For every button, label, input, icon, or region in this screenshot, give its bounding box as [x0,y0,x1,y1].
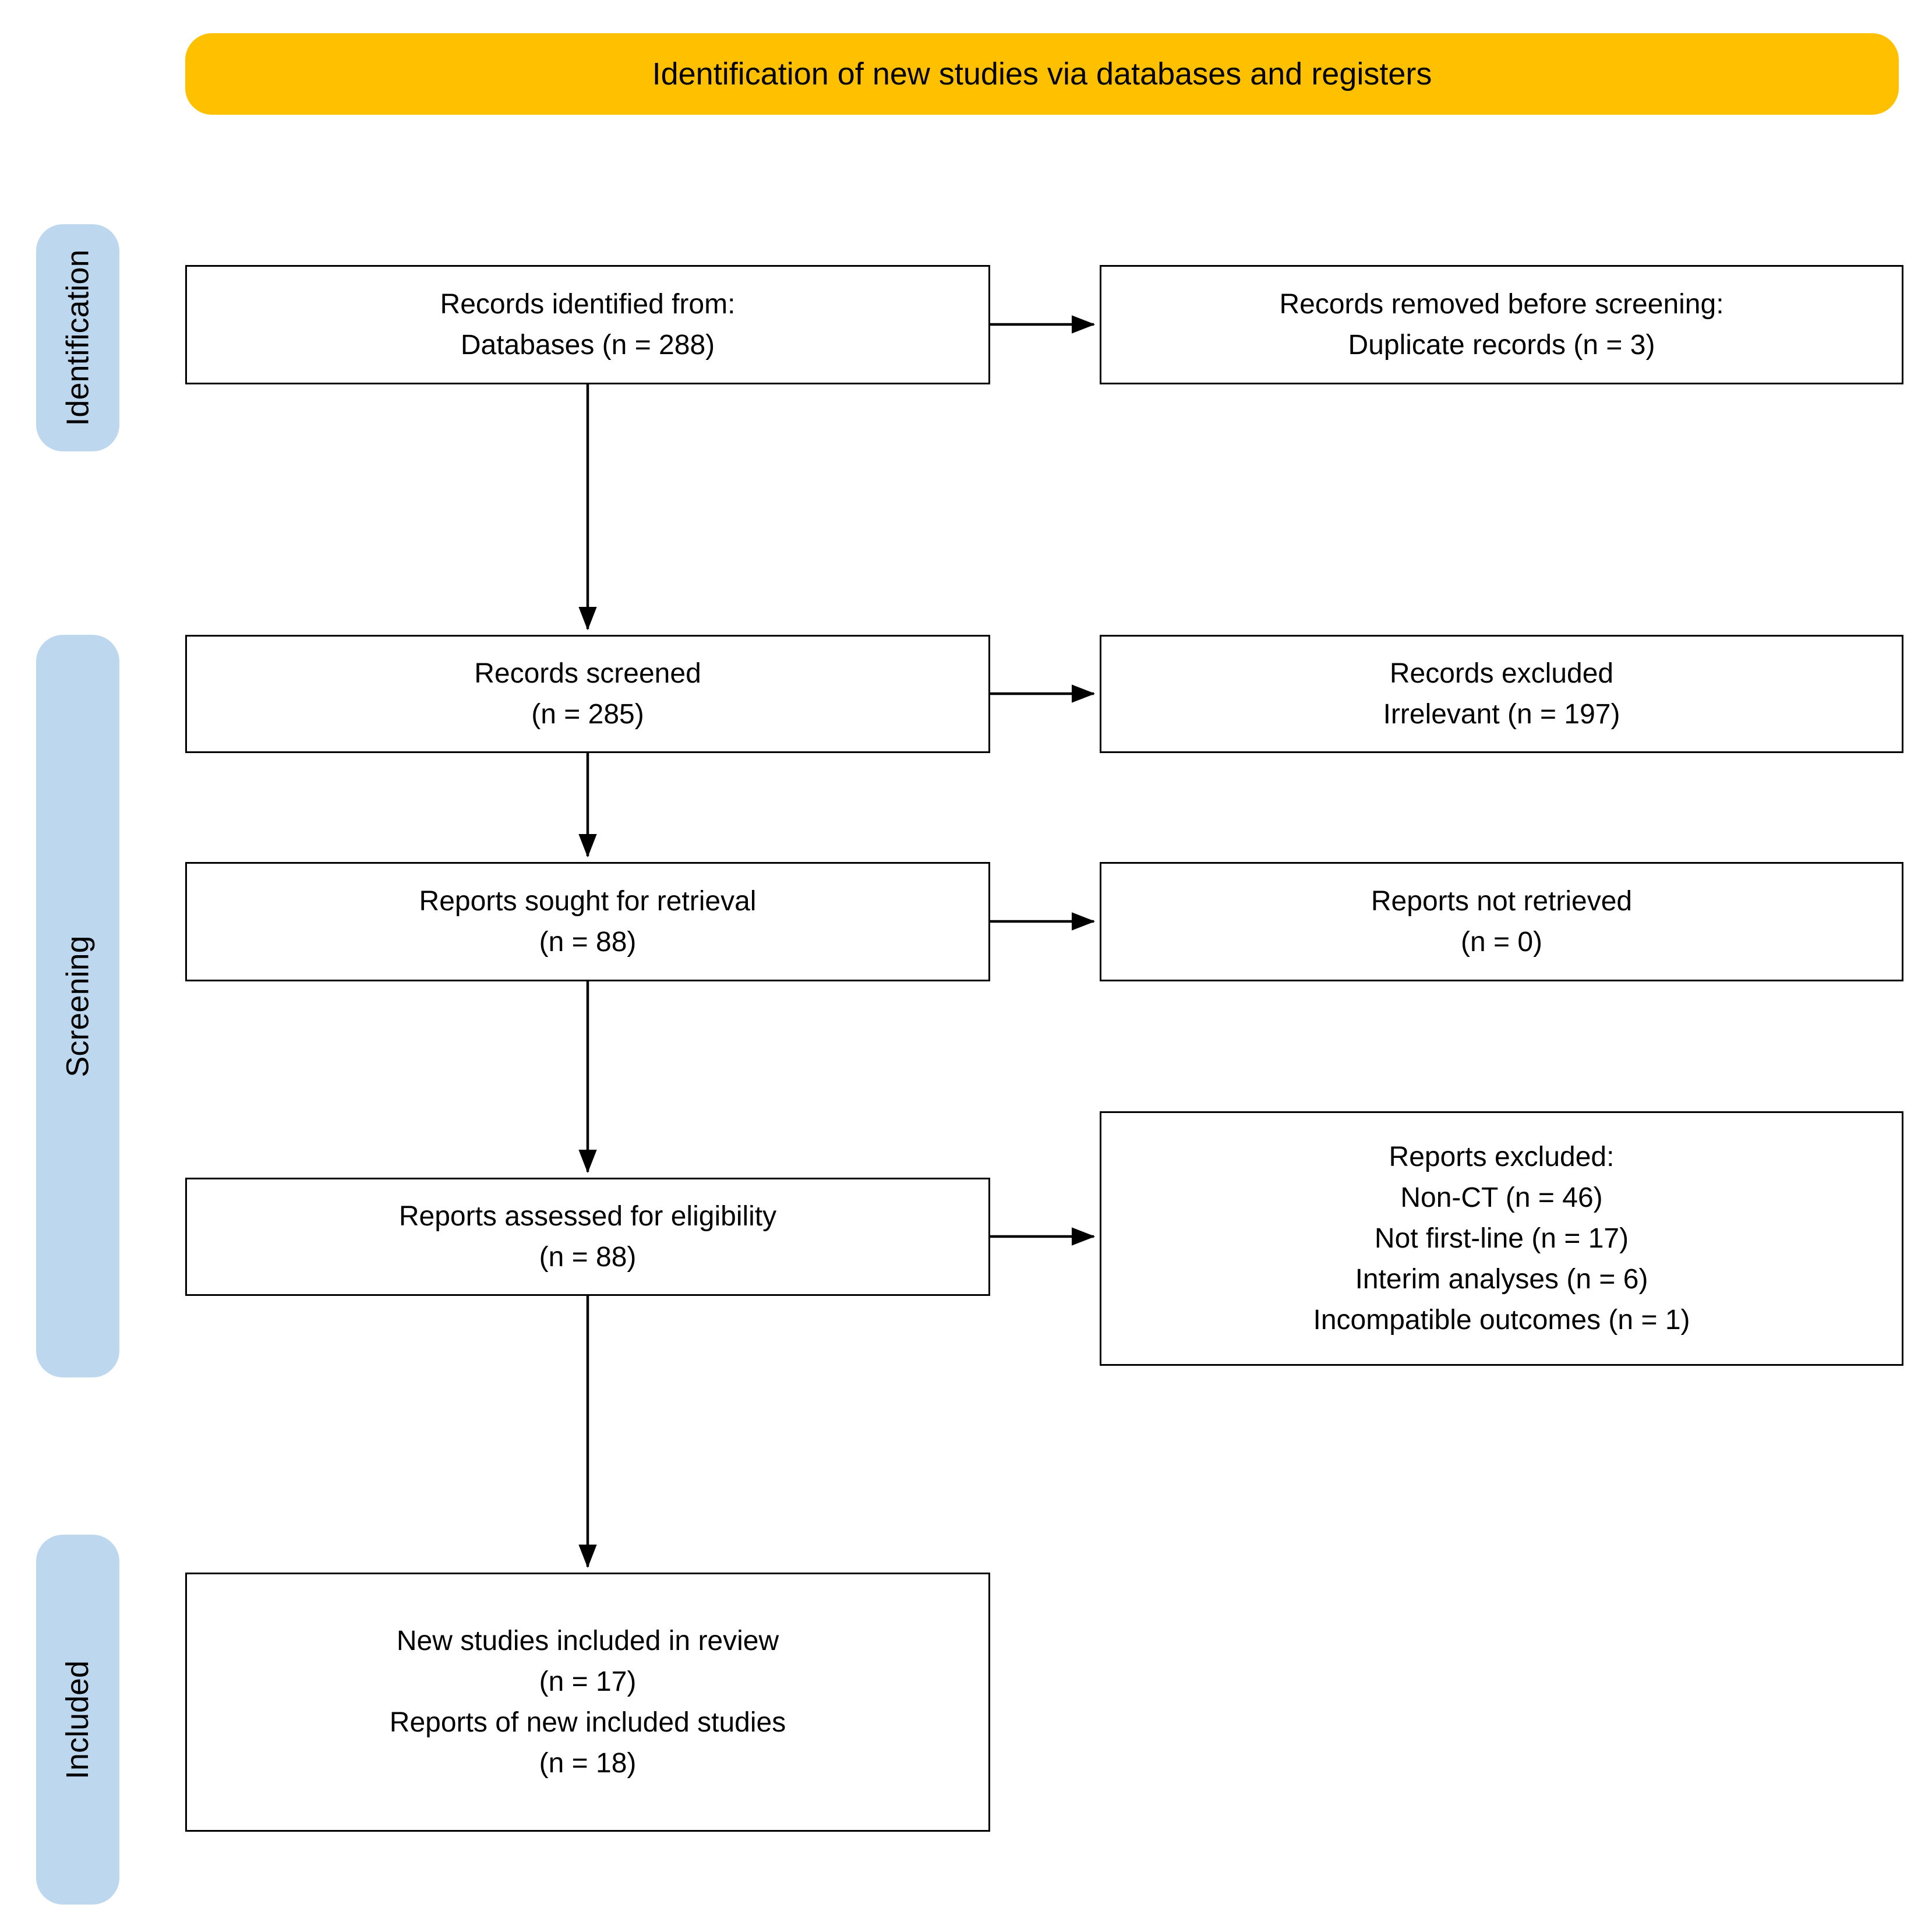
box-line: (n = 0) [1460,926,1543,958]
box-line: Reports not retrieved [1371,885,1633,917]
box-line: Records excluded [1389,658,1614,689]
stage-label-text: Identification [60,249,96,426]
banner-title: Identification of new studies via databases and registers [652,56,1432,91]
box-line: Incompatible outcomes (n = 1) [1313,1304,1690,1335]
box-line: Reports excluded: [1389,1141,1615,1172]
stage-label-text: Included [60,1660,96,1779]
box-line: Databases (n = 288) [460,329,715,361]
flow-box-records-removed [1100,265,1903,384]
box-line: (n = 88) [539,1241,637,1273]
box-line: Reports assessed for eligibility [398,1200,777,1232]
flow-box-records-identified [185,265,990,384]
box-line: Records identified from: [440,288,736,320]
box-line: (n = 17) [539,1666,637,1697]
box-line: Interim analyses (n = 6) [1355,1263,1648,1295]
flow-box-reports-not-retrieved [1100,862,1903,981]
box-line: (n = 88) [539,926,637,958]
flow-box-reports-sought [185,862,990,981]
box-line: (n = 285) [531,698,644,730]
stage-label-screening [36,635,119,1377]
stage-label-text: Screening [60,935,96,1077]
flow-box-records-screened [185,635,990,753]
stage-label-included [36,1535,119,1905]
stage-label-identification [36,224,119,451]
box-line: New studies included in review [396,1625,779,1656]
box-line: Irrelevant (n = 197) [1383,698,1620,730]
banner [185,33,1899,115]
flow-box-studies-included [185,1573,990,1832]
box-line: Reports of new included studies [389,1707,786,1738]
flow-box-records-excluded [1100,635,1903,753]
box-line: Non-CT (n = 46) [1400,1182,1603,1213]
box-line: (n = 18) [539,1747,637,1779]
box-line: Records screened [474,658,701,689]
flow-box-reports-excluded [1100,1111,1903,1366]
box-line: Duplicate records (n = 3) [1348,329,1655,361]
box-line: Reports sought for retrieval [419,885,757,917]
box-line: Records removed before screening: [1279,288,1724,320]
flow-box-reports-assessed [185,1178,990,1296]
box-line: Not first-line (n = 17) [1374,1223,1629,1254]
